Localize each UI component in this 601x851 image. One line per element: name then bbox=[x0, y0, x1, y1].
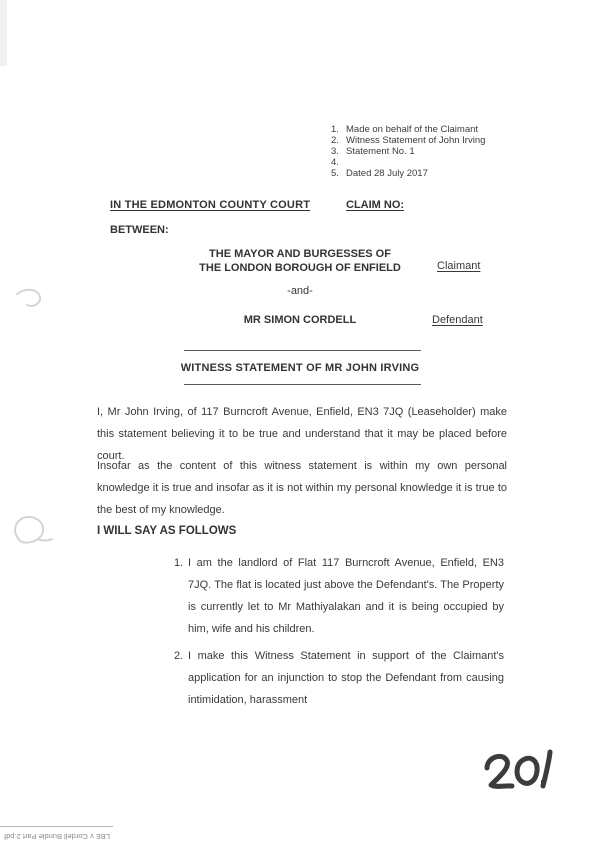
will-say-heading: I WILL SAY AS FOLLOWS bbox=[97, 525, 237, 537]
statement-of-truth-paragraph: Insofar as the content of this witness statement is within my own personal knowledge it is true and insofar as it is not within my personal knowledge it is true to the best of my knowledge. bbox=[97, 460, 507, 516]
title-rule-top bbox=[184, 350, 421, 351]
item-number: 2. bbox=[174, 650, 184, 662]
item-text: I make this Witness Statement in support of the Claimant's application for an injunction to stop the Defendant from causing intimidation, harassment bbox=[188, 650, 504, 706]
reference-item bbox=[331, 135, 485, 146]
reference-item bbox=[331, 168, 485, 179]
title-rule-bottom bbox=[184, 384, 421, 385]
defendant-role-label: Defendant bbox=[432, 314, 483, 326]
numbered-item bbox=[174, 645, 504, 711]
scan-shadow-band bbox=[0, 0, 7, 66]
claimant-name-line2: THE LONDON BOROUGH OF ENFIELD bbox=[199, 262, 401, 274]
and-separator: -and- bbox=[287, 285, 313, 297]
witness-statement-title: WITNESS STATEMENT OF MR JOHN IRVING bbox=[180, 362, 420, 374]
reference-text: Statement No. 1 bbox=[346, 146, 415, 157]
scan-curl-artifact bbox=[8, 508, 56, 552]
scan-curl-artifact bbox=[14, 284, 46, 316]
item-text: I am the landlord of Flat 117 Burncroft Avenue, Enfield, EN3 7JQ. The flat is located just above the Defendant's. The Property is currently let to Mr Mathiyalakan and it is being occupied by him, wife and his children. bbox=[188, 557, 504, 635]
defendant-name: MR SIMON CORDELL bbox=[243, 314, 357, 326]
claimant-name-line1: THE MAYOR AND BURGESSES OF bbox=[209, 248, 391, 260]
numbered-statement-list bbox=[174, 552, 504, 711]
footer-rule bbox=[0, 826, 113, 827]
reference-number: 4. bbox=[331, 157, 339, 168]
reference-text: Dated 28 July 2017 bbox=[346, 168, 428, 179]
claim-number-label: CLAIM NO: bbox=[346, 199, 405, 211]
handwritten-page-number bbox=[482, 748, 566, 806]
footer-filename: LBE v Cordell Bundle Part 2.pdf bbox=[4, 832, 110, 841]
between-label: BETWEEN: bbox=[110, 224, 169, 236]
reference-number: 2. bbox=[331, 135, 339, 146]
statement-reference-list bbox=[331, 124, 485, 179]
claimant-role-label: Claimant bbox=[437, 260, 481, 272]
intro-paragraph: I, Mr John Irving, of 117 Burncroft Avenue, Enfield, EN3 7JQ (Leaseholder) make this statement believing it to be true and understand that it may be placed before court. bbox=[97, 406, 507, 462]
reference-number: 5. bbox=[331, 168, 339, 179]
reference-item bbox=[331, 157, 485, 168]
court-title: IN THE EDMONTON COUNTY COURT bbox=[110, 199, 311, 211]
reference-number: 3. bbox=[331, 146, 339, 157]
numbered-item bbox=[174, 552, 504, 640]
reference-text: Witness Statement of John Irving bbox=[346, 135, 486, 146]
reference-item bbox=[331, 124, 485, 135]
item-number: 1. bbox=[174, 557, 184, 569]
reference-text: Made on behalf of the Claimant bbox=[346, 124, 479, 135]
claimant-name bbox=[150, 247, 450, 275]
reference-number: 1. bbox=[331, 124, 339, 135]
reference-item bbox=[331, 146, 485, 157]
